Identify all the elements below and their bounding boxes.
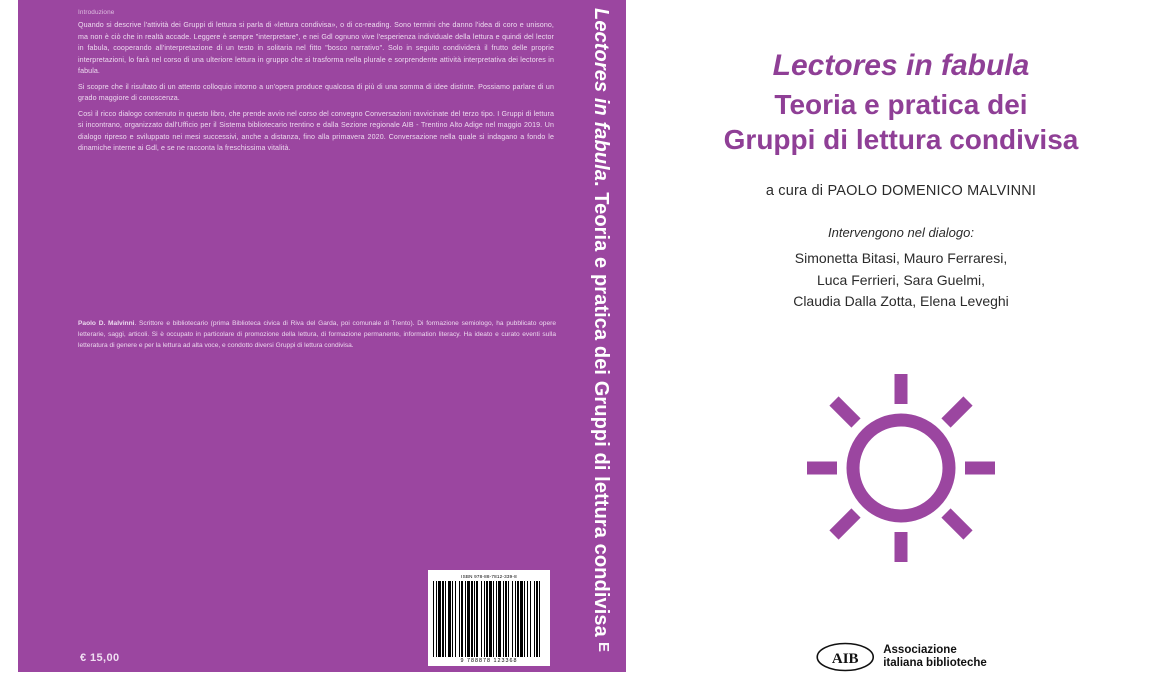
author-bio	[78, 318, 556, 351]
spine-title-rest: . Teoria e pratica dei Gruppi di lettura condivisa	[590, 180, 612, 637]
author-bio-text: . Scrittore e bibliotecario (prima Biblioteca civica di Riva del Garda, poi comunale di Trento). Di formazione semiologo, ha pubblicato opere letterarie, saggi, articoli. Si è occupato in particolare di promozione della lettura, di formazione permanente, information literacy. Ha ideato e curato eventi sulla letteratura di genere e per la lettura ad alta voce, e condotto diversi Gruppi di lettura condivisa.	[78, 320, 556, 350]
publisher-name	[883, 644, 987, 669]
back-cover-panel	[18, 0, 576, 672]
contributors-label: Intervengono nel dialogo:	[827, 225, 974, 240]
author-bio-name: Paolo D. Malvinni	[78, 320, 135, 327]
publisher-name-line1: Associazione	[883, 644, 957, 657]
front-title-line3: Gruppi di lettura condivisa	[723, 124, 1079, 155]
back-cover-paragraph: Così il ricco dialogo contenuto in questo libro, che prende avvio nel corso del convegno Conversazioni ravvicinate del terzo tipo. I Gruppi di lettura si incontrano, organizzato dall'Ufficio per il Sistema bibliotecario trentino e dalla Sezione regionale AIB - Trentino Alto Adige nel maggio 2019. Un dialogo ripreso e sviluppato nei mesi successivi, anche a distanza, fino alla primavera 2020. Conversazione nella quale si indagano a fondo le dinamiche interne ai Gdl, e se ne racconta la freschissima vitalità.	[78, 109, 554, 153]
price-label: € 15,00	[80, 652, 120, 664]
contributors-list	[632, 248, 1170, 313]
back-cover-paragraph: Si scopre che il risultato di un attento colloquio intorno a un'opera produce qualcosa di più di una somma di idee distinte. Possiamo parlare di un grado maggiore di conoscenza.	[78, 82, 554, 103]
back-cover-heading: Introduzione	[78, 9, 115, 16]
front-cover-panel	[632, 0, 1170, 694]
barcode-digits: 9 788878 123368	[460, 658, 518, 664]
spine-panel	[576, 0, 626, 672]
publisher-name-line2: italiana biblioteche	[883, 657, 987, 669]
back-cover-text	[78, 8, 554, 155]
publisher-logo	[815, 642, 987, 672]
front-title-line2: Teoria e pratica dei	[774, 89, 1028, 120]
spine-title	[576, 0, 626, 672]
isbn-text: ISBN 978-88-7812-339-8	[461, 574, 517, 579]
contributor-line: Claudia Dalla Zotta, Elena Leveghi	[793, 293, 1009, 310]
sun-icon	[801, 368, 1001, 568]
barcode-bars	[433, 581, 545, 657]
barcode-block	[428, 570, 550, 666]
spine-title-italic: Lectores in fabula	[590, 8, 612, 181]
svg-text:AIB: AIB	[831, 651, 859, 667]
curator-line: a cura di PAOLO DOMENICO MALVINNI	[765, 183, 1037, 199]
aib-mark-icon	[815, 642, 875, 672]
front-title-line1: Lectores in fabula	[772, 49, 1030, 82]
contributor-line: Simonetta Bitasi, Mauro Ferraresi,	[794, 250, 1008, 266]
back-cover-paragraph: Quando si descrive l'attività dei Gruppi di lettura si parla di «lettura condivisa», o di co-reading. Sono termini che danno l'idea di coro e unisono, ma non è ciò che in realtà accade. Leggere è sempre "interpretare", e nei Gdl ognuno vive l'esperienza individuale della lettura e quindi del lector in fabula, cooperando all'interpretazione di un testo in solitaria nel fitto "bosco narrativo". Solo in seguito condividerà il frutto delle proprie interpretazioni, lo farà nel corso di una ulteriore lettura in gruppo che si trasforma nella plurale e sorprendente attività interpretativa dei lectores in fabula.	[78, 21, 554, 76]
contributor-line: Luca Ferrieri, Sara Guelmi,	[816, 271, 986, 288]
spine-publisher-logo: E	[595, 642, 612, 653]
